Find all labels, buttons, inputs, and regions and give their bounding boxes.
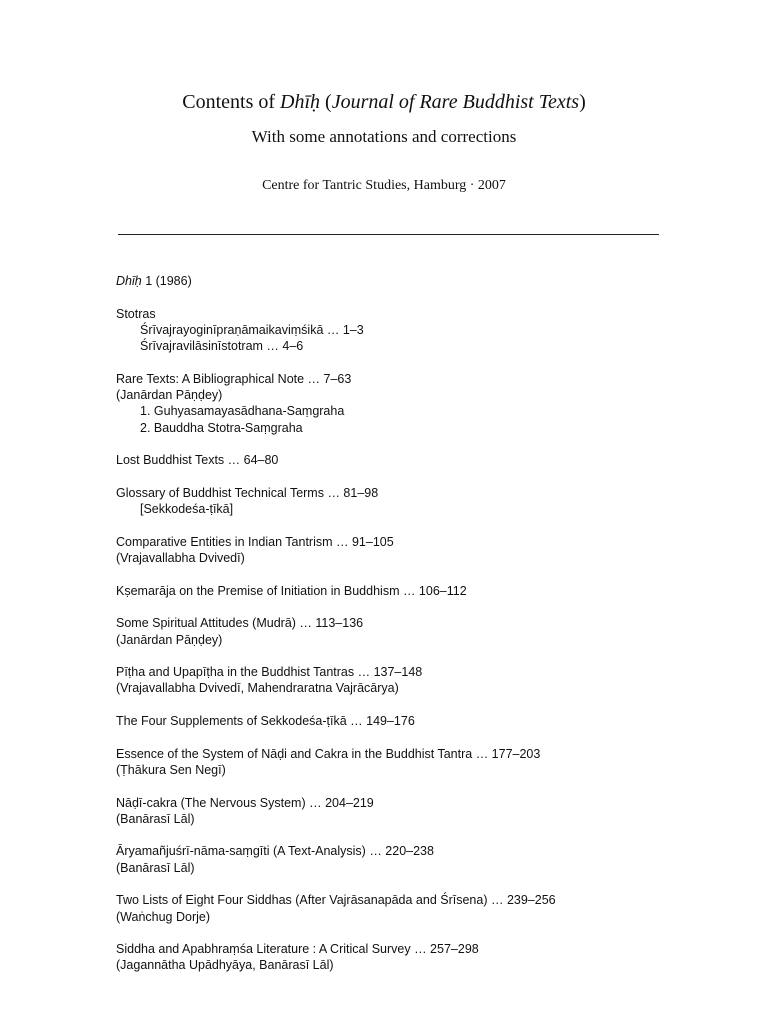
entry-author: (Ṭhākura Sen Negī) [116,762,226,777]
entry-author: (Janārdan Pāṇḍey) [116,632,223,647]
journal-name: Dhīḥ [280,91,321,113]
contents-entry [116,534,736,567]
title-paren-open: ( [320,91,332,113]
title-paren-close: ) [579,91,586,113]
affiliation: Centre for Tantric Studies, Hamburg · 2007 [262,178,506,193]
entry-author: (Janārdan Pāṇḍey) [116,388,223,403]
entry-sub-item: Śrīvajrayoginīpraṇāmaikaviṃśikā … 1–3 [140,322,364,337]
issue-heading [116,273,736,289]
contents-entry [116,843,736,876]
entry-title: Comparative Entities in Indian Tantrism … 91–105 [116,534,394,549]
horizontal-rule [118,234,659,235]
entries-container [116,306,736,974]
entry-sub-item: 2. Bauddha Stotra-Saṃgraha [140,420,303,435]
entry-title: Essence of the System of Nāḍi and Cakra in the Buddhist Tantra … 177–203 [116,746,541,761]
entry-title: Kṣemarāja on the Premise of Initiation in Buddhism … 106–112 [116,583,467,598]
page-title [0,88,768,116]
entry-author: (Banārasī Lāl) [116,811,195,826]
title-prefix: Contents of [182,91,281,113]
contents-entry [116,306,736,355]
entry-title: Glossary of Buddhist Technical Terms … 81–98 [116,485,379,500]
entry-title: Siddha and Apabhraṃśa Literature : A Critical Survey … 257–298 [116,942,479,957]
contents-entry [116,746,736,779]
contents-list [116,273,736,990]
entry-author: (Vrajavallabha Dvivedī, Mahendraratna Vajrācārya) [116,681,399,696]
contents-entry [116,664,736,697]
contents-entry [116,485,736,518]
contents-entry [116,713,736,729]
entry-sub-item: [Sekkodeśa-ṭīkā] [140,502,234,517]
entry-title: Some Spiritual Attitudes (Mudrā) … 113–136 [116,616,364,631]
entry-title: Stotras [116,306,156,321]
entry-author: (Jagannātha Upādhyāya, Banārasī Lāl) [116,958,334,973]
entry-title: The Four Supplements of Sekkodeśa-ṭīkā … 149–176 [116,714,415,729]
entry-author: (Banārasī Lāl) [116,860,195,875]
entry-title: Lost Buddhist Texts … 64–80 [116,453,279,468]
contents-entry [116,941,736,974]
page-subtitle: With some annotations and corrections [251,127,517,146]
contents-entry [116,795,736,828]
issue-number-year: 1 (1986) [141,274,192,288]
entry-title: Āryamañjuśrī-nāma-saṃgīti (A Text-Analysis) … 220–238 [116,844,434,859]
contents-entry [116,583,736,599]
entry-title: Two Lists of Eight Four Siddhas (After Vajrāsanapāda and Śrīsena) … 239–256 [116,893,556,908]
issue-journal-name: Dhīḥ [116,274,142,288]
entry-title: Rare Texts: A Bibliographical Note … 7–63 [116,371,352,386]
contents-entry [116,615,736,648]
entry-title: Pīṭha and Upapīṭha in the Buddhist Tantras … 137–148 [116,665,423,680]
entry-sub-item: 1. Guhyasamayasādhana-Saṃgraha [140,404,345,419]
journal-full-name: Journal of Rare Buddhist Texts [331,91,580,113]
contents-entry [116,892,736,925]
entry-author: (Vrajavallabha Dvivedī) [116,551,245,566]
entry-author: (Waṅchug Dorje) [116,909,211,924]
contents-entry [116,452,736,468]
entry-title: Nāḍī-cakra (The Nervous System) … 204–219 [116,795,374,810]
contents-entry [116,371,736,436]
entry-sub-item: Śrīvajravilāsinīstotram … 4–6 [140,339,304,354]
